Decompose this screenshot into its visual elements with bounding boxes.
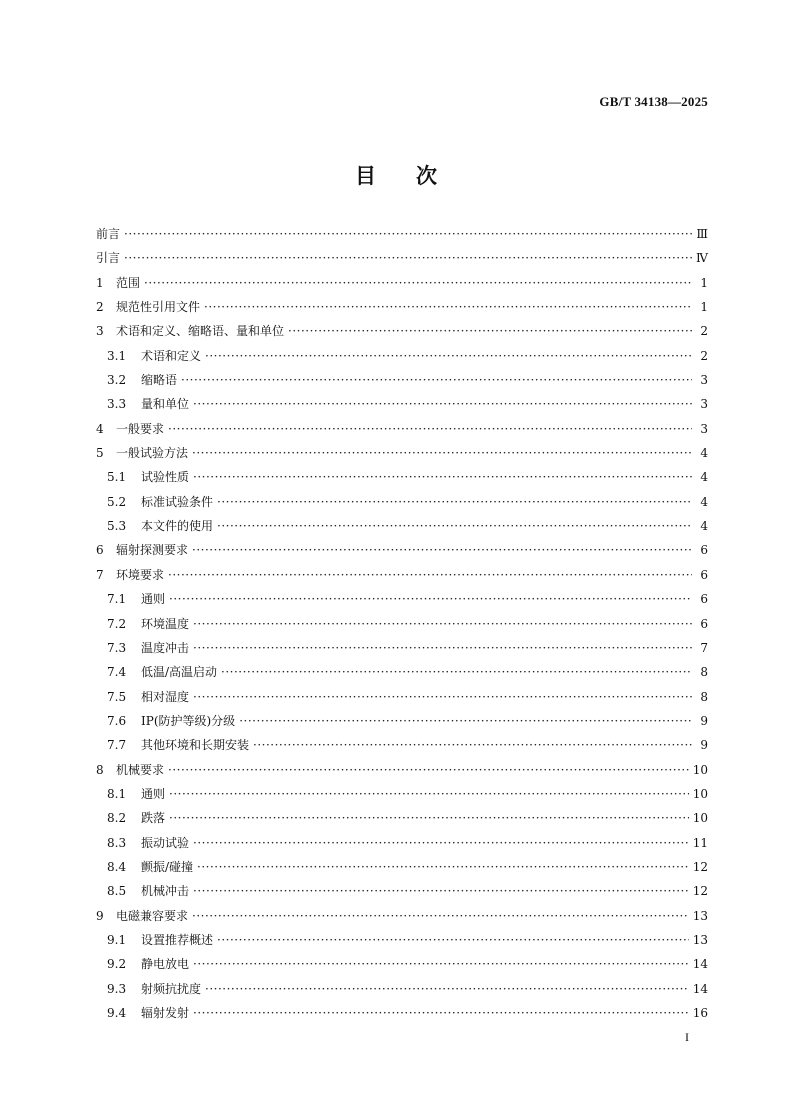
dot-leader [253, 738, 692, 752]
table-of-contents [96, 225, 708, 1028]
toc-entry-title: 设置推荐概述 [141, 932, 214, 947]
dot-leader [124, 251, 692, 265]
dot-leader [168, 763, 689, 777]
toc-entry-page: 13 [692, 932, 708, 947]
toc-entry[interactable] [96, 468, 708, 492]
toc-entry-title: 通则 [141, 786, 166, 801]
toc-entry-page: 6 [700, 592, 708, 607]
dot-leader [181, 373, 692, 387]
toc-entry-title: 规范性引用文件 [116, 300, 201, 315]
dot-leader [192, 909, 689, 923]
toc-entry-number: 7.7 [107, 738, 127, 753]
toc-entry-number: 9.2 [107, 957, 127, 972]
toc-entry-title: 环境温度 [141, 616, 190, 631]
toc-entry-page: 4 [700, 470, 708, 485]
toc-entry[interactable] [96, 298, 708, 322]
toc-entry-number: 8.3 [107, 835, 127, 850]
toc-entry[interactable] [96, 907, 708, 931]
toc-entry[interactable] [96, 931, 708, 955]
toc-entry-title: 振动试验 [141, 835, 190, 850]
toc-entry-page: 4 [700, 519, 708, 534]
toc-entry[interactable] [96, 347, 708, 371]
toc-entry-page: 4 [700, 446, 708, 461]
toc-entry[interactable] [96, 225, 708, 249]
dot-leader [193, 641, 692, 655]
toc-entry-title: 温度冲击 [141, 640, 190, 655]
toc-entry-number: 3.2 [107, 373, 127, 388]
toc-entry-title: 量和单位 [141, 397, 190, 412]
dot-leader [193, 957, 689, 971]
toc-entry-page: 6 [700, 567, 708, 582]
toc-entry-number: 8.1 [107, 786, 127, 801]
toc-entry-title: 一般试验方法 [116, 446, 189, 461]
toc-entry-title: 机械冲击 [141, 884, 190, 899]
toc-entry-title: 标准试验条件 [141, 494, 214, 509]
toc-entry-page: Ⅲ [696, 227, 708, 241]
toc-entry-title: 前言 [96, 227, 121, 241]
toc-entry-number: 3 [96, 324, 104, 339]
toc-entry-page: 7 [700, 640, 708, 655]
toc-entry[interactable] [96, 858, 708, 882]
toc-entry[interactable] [96, 541, 708, 565]
dot-leader [192, 543, 692, 557]
toc-entry-number: 3.1 [107, 348, 127, 363]
dot-leader [169, 592, 692, 606]
toc-entry-page: 2 [700, 348, 708, 363]
dot-leader [217, 495, 692, 509]
toc-entry-title: 其他环境和长期安装 [141, 738, 250, 753]
toc-entry[interactable] [96, 395, 708, 419]
toc-entry-page: 14 [692, 957, 708, 972]
toc-entry-number: 7.6 [107, 713, 127, 728]
dot-leader [192, 446, 692, 460]
toc-entry[interactable] [96, 249, 708, 273]
toc-entry-page: 8 [700, 689, 708, 704]
dot-leader [193, 617, 692, 631]
toc-entry-page: 2 [700, 324, 708, 339]
page-number: I [685, 1030, 689, 1044]
toc-entry-page: 13 [692, 908, 708, 923]
toc-entry[interactable] [96, 955, 708, 979]
toc-entry-title: 低温/高温启动 [141, 665, 218, 680]
toc-entry-title: 跌落 [141, 811, 166, 826]
toc-entry-page: 10 [692, 786, 708, 801]
toc-entry-number: 5.3 [107, 519, 127, 534]
toc-entry-number: 9 [96, 908, 104, 923]
toc-entry-number: 8 [96, 762, 104, 777]
toc-entry-title: 通则 [141, 592, 166, 607]
toc-entry-title: 机械要求 [116, 762, 165, 777]
toc-entry-page: 1 [700, 300, 708, 315]
toc-entry-number: 3.3 [107, 397, 127, 412]
toc-entry[interactable] [96, 736, 708, 760]
dot-leader [169, 787, 689, 801]
toc-entry[interactable] [96, 590, 708, 614]
toc-entry-number: 8.4 [107, 859, 127, 874]
toc-entry-page: 6 [700, 616, 708, 631]
dot-leader [205, 982, 689, 996]
toc-entry-page: 3 [700, 373, 708, 388]
toc-entry-title: 射频抗扰度 [141, 981, 202, 996]
toc-entry-number: 7.5 [107, 689, 127, 704]
dot-leader [168, 422, 692, 436]
toc-entry[interactable] [96, 785, 708, 809]
toc-entry-page: 4 [700, 494, 708, 509]
toc-entry[interactable] [96, 663, 708, 687]
toc-entry[interactable] [96, 834, 708, 858]
page-title: 目次 [355, 163, 477, 188]
toc-entry[interactable] [96, 444, 708, 468]
toc-entry-number: 8.2 [107, 811, 127, 826]
dot-leader [168, 568, 692, 582]
toc-entry-title: IP(防护等级)分级 [141, 713, 236, 728]
toc-entry-page: 12 [692, 884, 708, 899]
toc-entry[interactable] [96, 420, 708, 444]
dot-leader [221, 665, 692, 679]
toc-entry[interactable] [96, 882, 708, 906]
toc-entry-page: 12 [692, 859, 708, 874]
toc-entry-number: 2 [96, 300, 104, 315]
dot-leader [144, 276, 692, 290]
toc-entry-page: 11 [692, 835, 708, 850]
standard-code: GB/T 34138—2025 [599, 94, 708, 109]
toc-entry-title: 试验性质 [141, 470, 190, 485]
toc-entry-page: 14 [692, 981, 708, 996]
toc-entry[interactable] [96, 322, 708, 346]
dot-leader [204, 300, 692, 314]
dot-leader [193, 470, 692, 484]
toc-entry-number: 7.4 [107, 665, 127, 680]
toc-entry-title: 一般要求 [116, 421, 165, 436]
toc-entry-title: 缩略语 [141, 373, 178, 388]
toc-entry[interactable] [96, 688, 708, 712]
toc-entry-page: 16 [692, 1006, 708, 1020]
toc-entry-page: Ⅳ [696, 251, 708, 266]
toc-entry-number: 9.4 [107, 1006, 127, 1020]
dot-leader [288, 324, 692, 338]
toc-entry-title: 术语和定义 [141, 348, 202, 363]
dot-leader [193, 836, 689, 850]
toc-entry-number: 9.3 [107, 981, 127, 996]
toc-entry-page: 6 [700, 543, 708, 558]
toc-entry-number: 8.5 [107, 884, 127, 899]
toc-entry-number: 1 [96, 275, 104, 290]
dot-leader [124, 227, 692, 241]
toc-entry-page: 10 [692, 762, 708, 777]
toc-entry-number: 7.1 [107, 592, 127, 607]
toc-entry-title: 环境要求 [116, 567, 165, 582]
toc-entry-title: 电磁兼容要求 [116, 908, 189, 923]
toc-entry[interactable] [96, 371, 708, 395]
toc-entry[interactable] [96, 566, 708, 590]
toc-entry-page: 3 [700, 397, 708, 412]
dot-leader [239, 714, 692, 728]
dot-leader [193, 1006, 689, 1020]
toc-entry[interactable] [96, 493, 708, 517]
dot-leader [193, 884, 689, 898]
toc-entry-page: 9 [700, 738, 708, 753]
dot-leader [197, 860, 689, 874]
toc-entry[interactable] [96, 1004, 708, 1028]
toc-entry-number: 9.1 [107, 932, 127, 947]
dot-leader [205, 349, 692, 363]
toc-entry-number: 7.3 [107, 640, 127, 655]
toc-entry-page: 8 [700, 665, 708, 680]
toc-entry-page: 9 [700, 713, 708, 728]
toc-entry[interactable] [96, 274, 708, 298]
toc-entry-page: 3 [700, 421, 708, 436]
toc-entry[interactable] [96, 517, 708, 541]
toc-entry[interactable] [96, 761, 708, 785]
toc-entry-title: 颤振/碰撞 [141, 859, 194, 874]
toc-entry-title: 静电放电 [141, 957, 190, 972]
dot-leader [217, 933, 689, 947]
toc-entry-page: 1 [700, 275, 708, 290]
toc-entry-number: 4 [96, 421, 104, 436]
toc-entry-number: 6 [96, 543, 104, 558]
toc-entry-title: 范围 [116, 275, 141, 290]
toc-entry-title: 辐射发射 [141, 1006, 190, 1020]
dot-leader [169, 811, 689, 825]
toc-entry-number: 7 [96, 567, 104, 582]
toc-entry-number: 5 [96, 446, 104, 461]
toc-entry-title: 术语和定义、缩略语、量和单位 [116, 324, 285, 339]
toc-entry-page: 10 [692, 811, 708, 826]
toc-entry[interactable] [96, 980, 708, 1004]
toc-entry[interactable] [96, 809, 708, 833]
toc-entry[interactable] [96, 615, 708, 639]
toc-entry[interactable] [96, 712, 708, 736]
toc-entry-number: 5.1 [107, 470, 127, 485]
toc-entry-title: 本文件的使用 [141, 519, 214, 534]
toc-entry-number: 7.2 [107, 616, 127, 631]
toc-entry-title: 引言 [96, 251, 121, 266]
dot-leader [193, 397, 692, 411]
dot-leader [193, 690, 692, 704]
toc-entry-title: 相对湿度 [141, 689, 190, 704]
dot-leader [217, 519, 692, 533]
toc-entry-number: 5.2 [107, 494, 127, 509]
toc-entry-title: 辐射探测要求 [116, 543, 189, 558]
toc-entry[interactable] [96, 639, 708, 663]
